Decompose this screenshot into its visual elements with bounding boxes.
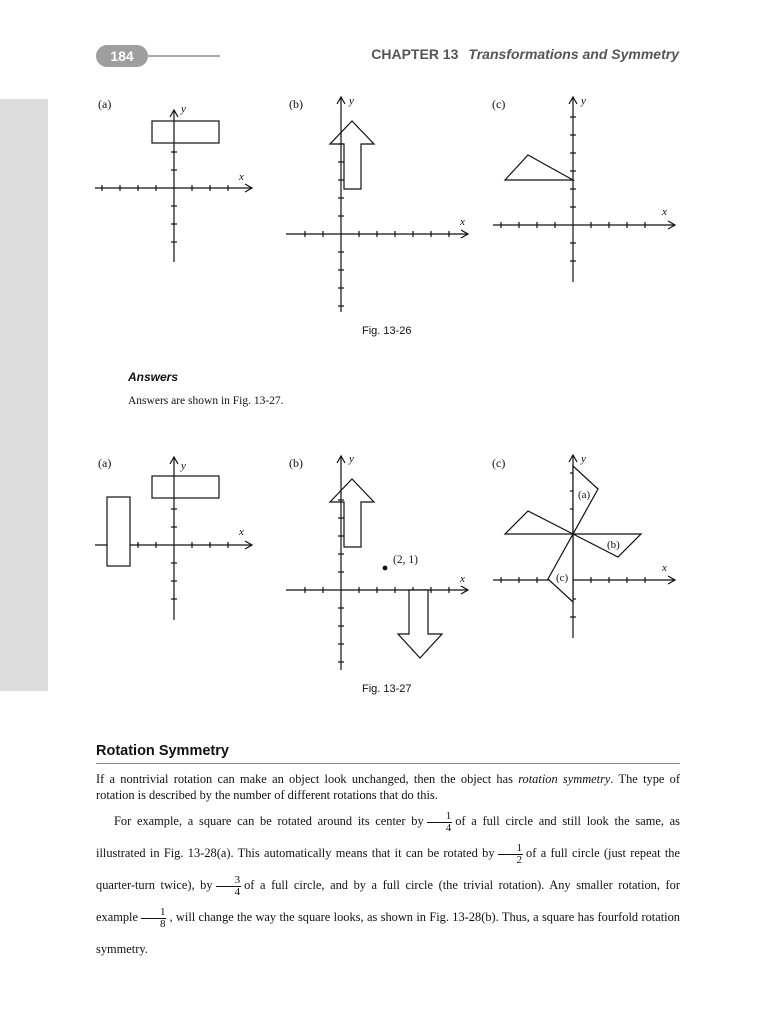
fig26-label-a: (a)	[98, 97, 112, 111]
fig27c-label-c: (c)	[556, 572, 569, 584]
fraction-one-quarter: $\frac{1}{4}$	[427, 811, 453, 834]
fraction-one-half: $\frac{1}{2}$	[498, 843, 524, 866]
fig27b-center-point	[383, 566, 387, 570]
paragraph-1: If a nontrivial rotation can make an object look unchanged, then the object has rotation symmetry. The type of rotation is described by the number of different rotations that do this.	[96, 772, 680, 802]
fig27-label-c: (c)	[492, 456, 506, 470]
fig27b-rotated-arrow	[398, 590, 442, 658]
fig27c-original-triangle	[505, 511, 573, 534]
fig26-caption: Fig. 13-26	[362, 325, 412, 337]
section-rule	[96, 763, 680, 764]
term-rotation-symmetry: rotation symmetry	[518, 772, 611, 786]
fig26a-y-label: y	[181, 103, 186, 115]
chapter-number: CHAPTER 13	[371, 46, 459, 62]
fig27b-arrow-shape	[330, 479, 374, 547]
answers-heading: Answers	[128, 370, 179, 384]
page-number: 184	[96, 45, 148, 67]
fig27b-y-label: y	[349, 453, 354, 465]
fig27c-x-label: x	[662, 562, 667, 574]
fig27-label-b: (b)	[289, 456, 303, 470]
fig26c-y-label: y	[581, 95, 586, 107]
chapter-title: Transformations and Symmetry	[468, 46, 679, 62]
fig27c-y-label: y	[581, 453, 586, 465]
fig26b-x-label: x	[460, 216, 465, 228]
fig27b-point-label: (2, 1)	[393, 554, 418, 566]
fig26b-y-label: y	[349, 95, 354, 107]
fig27-caption: Fig. 13-27	[362, 683, 412, 695]
paragraph-2: For example, a square can be rotated around its center by $\frac{1}{4}$ of a full circle and still look the same, as illustrated in Fig. 13-28(a). This automatically means that it can be rotated by $\frac{1}{2}$ of a full circle (just repeat the quarter-turn twice), by $\frac{3}{4}$ of a full circle, and by a full circle (the trivial rotation). Any smaller rotation, for example $\frac{1}{8}$ , will change the way the square looks, as shown in Fig. 13-28(b). Thus, a square has fourfold rotation symmetry.	[96, 809, 680, 956]
fig27a-rectangle	[152, 476, 219, 498]
fig27a-rotated-rectangle	[107, 497, 130, 566]
fig27-panel-b	[286, 453, 468, 670]
fig27-panel-a	[95, 456, 252, 620]
answers-text: Answers are shown in Fig. 13-27.	[128, 395, 284, 407]
fig27c-label-b: (b)	[607, 539, 620, 551]
fraction-three-quarters: $\frac{3}{4}$	[216, 875, 242, 898]
fig26a-x-label: x	[239, 171, 244, 183]
fraction-one-eighth: $\frac{1}{8}$	[141, 907, 167, 930]
fig27c-label-a: (a)	[578, 489, 591, 501]
fig26-label-c: (c)	[492, 97, 506, 111]
section-body	[96, 771, 680, 965]
fig26-label-b: (b)	[289, 97, 303, 111]
fig27a-ticks	[138, 509, 228, 599]
fig27a-x-label: x	[239, 526, 244, 538]
fig27a-y-label: y	[181, 460, 186, 472]
fig27b-x-label: x	[460, 573, 465, 585]
fig26c-x-label: x	[662, 206, 667, 218]
section-title: Rotation Symmetry	[96, 743, 229, 759]
fig27-label-a: (a)	[98, 456, 112, 470]
fig27-panel-c	[492, 453, 675, 638]
fig27c-triangle-c	[548, 534, 573, 602]
